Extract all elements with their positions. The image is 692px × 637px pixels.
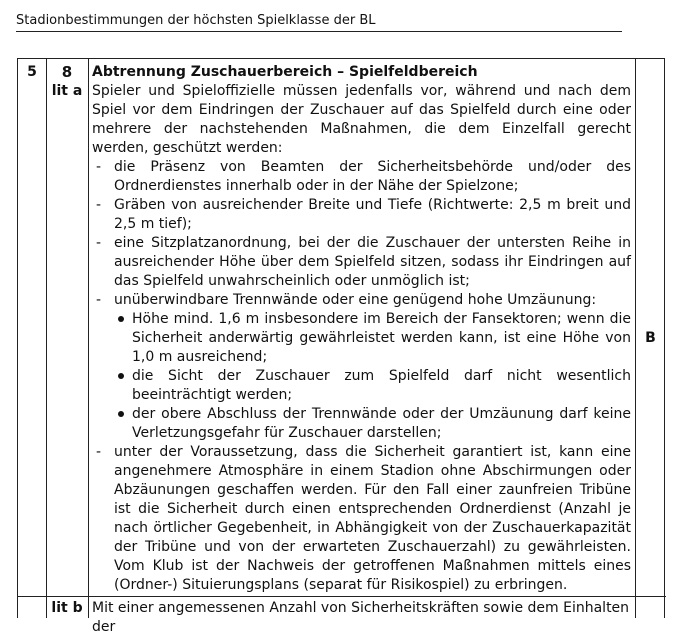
next-row-divider <box>18 596 666 597</box>
category-badge: B <box>645 330 656 346</box>
paragraph-number: 8 <box>61 63 73 81</box>
measures-list <box>92 158 631 595</box>
fence-requirement-item: die Sicht der Zuschauer zum Spielfeld darf nicht wesentlich beeinträchtigt werden; <box>114 367 631 405</box>
column-divider <box>46 59 47 618</box>
measure-item-label: unüberwindbare Trennwände oder eine genügend hohe Umzäunung: <box>114 292 597 308</box>
measure-item: - eine Sitzplatzanordnung, bei der die Zuschauer der untersten Reihe in ausreichender Höhe über dem Spielfeld sitzen, sodass ihr Eindringen auf das Spielfeld unwahrscheinlich oder unmöglich ist; <box>92 234 631 291</box>
paragraph-number-cell <box>46 63 88 101</box>
measure-item: - unter der Voraussetzung, dass die Sicherheit garantiert ist, kann eine angenehmere Atmosphäre in einem Stadion ohne Abschirmungen oder Abzäunungen geschaffen werden. Für den Fall einer zaunfreien Tribüne ist die Sicherheit durch einen entsprechenden Ordnerdienst (Anzahl je nach örtlicher Gegebenheit, in Abhängigkeit von der Zuschauerkapazität der Tribüne und von der erwarteten Zuschauerzahl) zu gewährleisten. Vom Klub ist der Nachweis der getroffenen Maßnahmen mittels eines (Ordner-) Situierungsplans (separat für Risikospiel) zu erbringen. <box>92 443 631 595</box>
column-divider <box>88 59 89 618</box>
regulation-intro: Spieler und Spieloffizielle müssen jedenfalls vor, während und nach dem Spiel vor dem Eindringen der Zuschauer auf das Spielfeld durch eine oder mehrere der nachstehenden Maßnahmen, die dem Einzelfall gerecht werden, geschützt werden: <box>92 83 631 156</box>
next-row-text: Mit einer angemessenen Anzahl von Sicherheitskräften sowie dem Einhalten der <box>92 600 630 635</box>
measure-item <box>92 291 631 443</box>
measure-item: - die Präsenz von Beamten der Sicherheitsbehörde und/oder des Ordnerdienstes innerhalb oder in der Nähe der Spielzone; <box>92 158 631 196</box>
lit-label: lit a <box>51 83 83 99</box>
measure-item: - Gräben von ausreichender Breite und Tiefe (Richtwerte: 2,5 m breit und 2,5 m tief); <box>92 196 631 234</box>
fence-requirement-item: der obere Abschluss der Trennwände oder der Umzäunung darf keine Verletzungsgefahr für Zuschauer darstellen; <box>114 405 631 443</box>
regulation-text <box>92 63 631 595</box>
section-number: 5 <box>27 64 37 80</box>
next-lit-label: lit b <box>51 600 83 616</box>
regulation-table <box>17 58 665 635</box>
regulation-heading: Abtrennung Zuschauerbereich – Spielfeldbereich <box>92 64 478 80</box>
fence-requirements-list <box>114 310 631 443</box>
fence-requirement-item: Höhe mind. 1,6 m insbesondere im Bereich der Fansektoren; wenn die Sicherheit anderwärtig gewährleistet werden kann, ist eine Höhe von 1,0 m ausreichend; <box>114 310 631 367</box>
running-header: Stadionbestimmungen der höchsten Spielklasse der BL <box>16 13 622 32</box>
